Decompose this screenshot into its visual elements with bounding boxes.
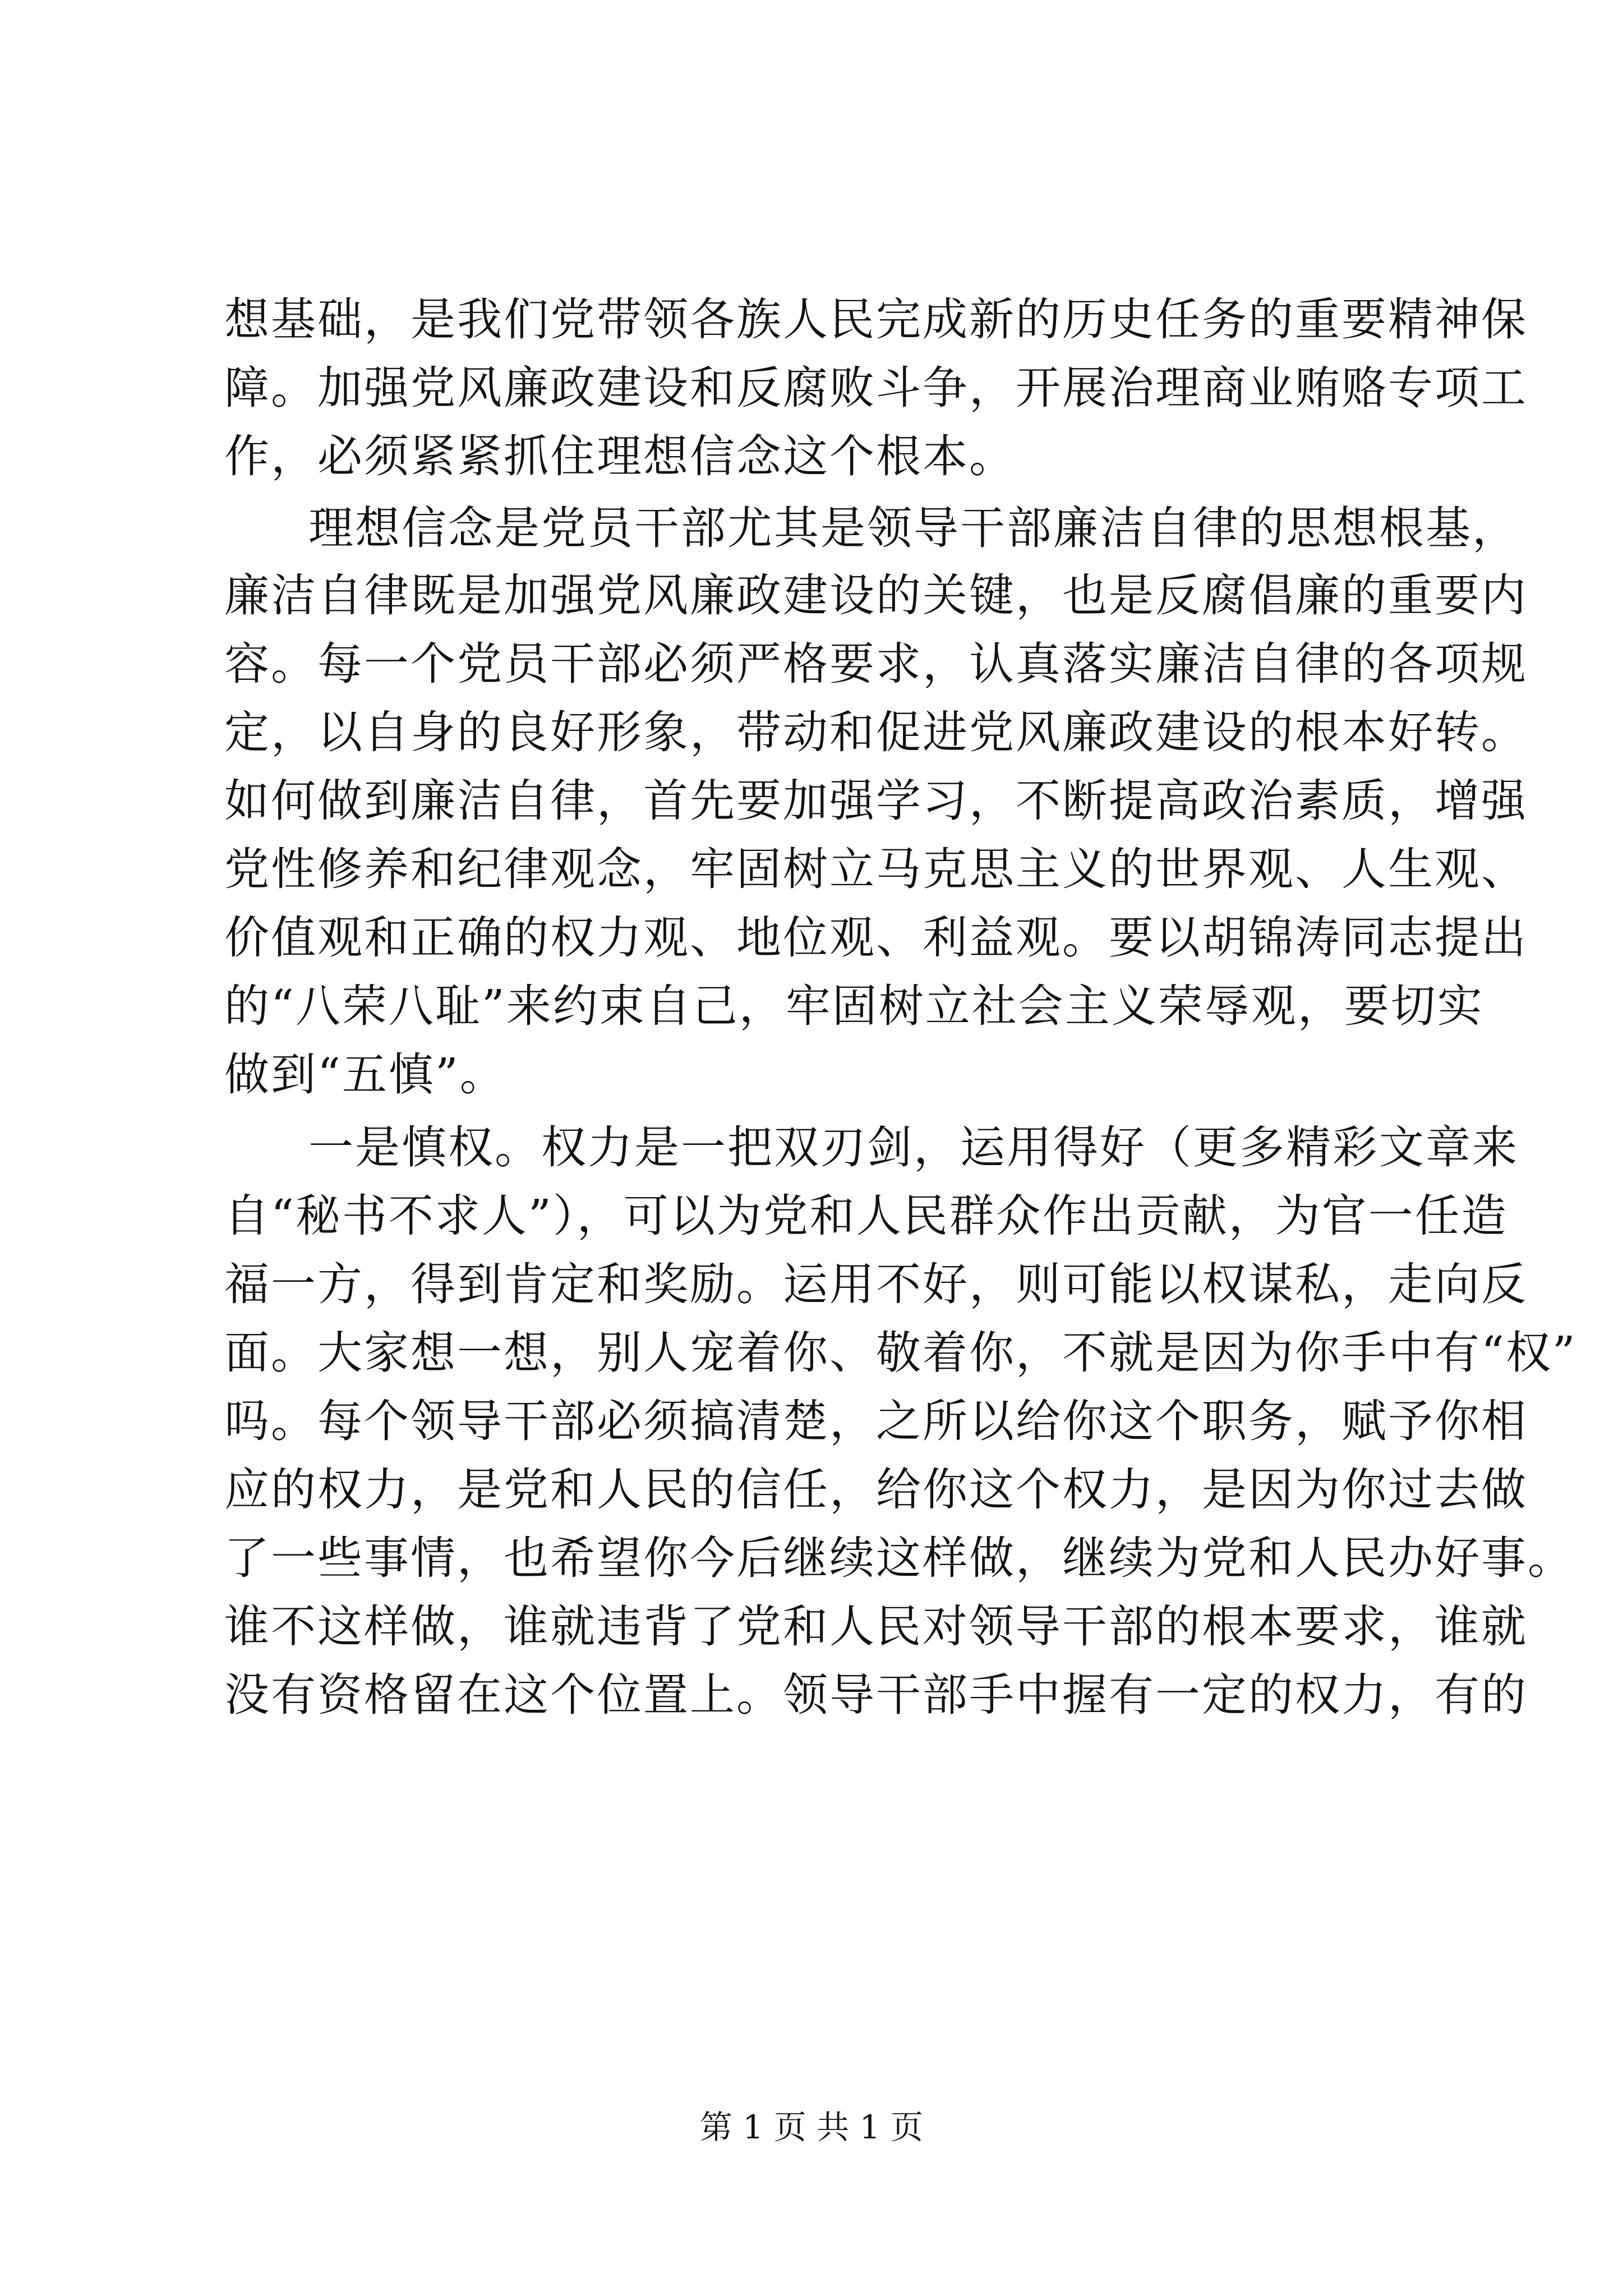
text-line: 没有资格留在这个位置上。领导干部手中握有一定的权力，有的 <box>224 1669 1528 1721</box>
text-line: 作，必须紧紧抓住理想信念这个根本。 <box>224 430 1016 482</box>
text-line: 的“八荣八耻”来约束自己，牢固树立社会主义荣辱观，要切实 <box>224 980 1484 1032</box>
text-line: 价值观和正确的权力观、地位观、利益观。要以胡锦涛同志提出 <box>224 912 1528 964</box>
text-line: 定，以自身的良好形象，带动和促进党风廉政建设的根本好转。 <box>224 706 1528 758</box>
text-line: 应的权力，是党和人民的信任，给你这个权力，是因为你过去做 <box>224 1464 1528 1516</box>
text-line: 做到“五慎”。 <box>224 1048 506 1101</box>
text-line: 如何做到廉洁自律，首先要加强学习，不断提高政治素质，增强 <box>224 775 1528 827</box>
page-number-footer: 第 1 页 共 1 页 <box>700 2108 923 2146</box>
text-line: 想基础，是我们党带领各族人民完成新的历史任务的重要精神保 <box>224 293 1528 346</box>
text-line: 障。加强党风廉政建设和反腐败斗争，开展治理商业贿赂专项工 <box>224 362 1528 414</box>
text-line: 容。每一个党员干部必须严格要求，认真落实廉洁自律的各项规 <box>224 638 1528 690</box>
paragraph-first-line: 理想信念是党员干部尤其是领导干部廉洁自律的思想根基， <box>308 502 1519 554</box>
text-line: 党性修养和纪律观念，牢固树立马克思主义的世界观、人生观、 <box>224 843 1528 895</box>
text-line: 福一方，得到肯定和奖励。运用不好，则可能以权谋私，走向反 <box>224 1258 1528 1310</box>
text-line: 了一些事情，也希望你今后继续这样做，继续为党和人民办好事。 <box>224 1532 1574 1584</box>
text-line: 自“秘书不求人”），可以为党和人民群众作出贡献，为官一任造 <box>224 1190 1508 1242</box>
text-line: 吗。每个领导干部必须搞清楚，之所以给你这个职务，赋予你相 <box>224 1395 1528 1447</box>
text-line: 面。大家想一想，别人宠着你、敬着你，不就是因为你手中有“权” <box>224 1327 1577 1379</box>
text-line: 廉洁自律既是加强党风廉政建设的关键，也是反腐倡廉的重要内 <box>224 569 1528 622</box>
paragraph-first-line: 一是慎权。权力是一把双刃剑，运用得好（更多精彩文章来 <box>308 1121 1519 1174</box>
text-line: 谁不这样做，谁就违背了党和人民对领导干部的根本要求，谁就 <box>224 1600 1528 1653</box>
